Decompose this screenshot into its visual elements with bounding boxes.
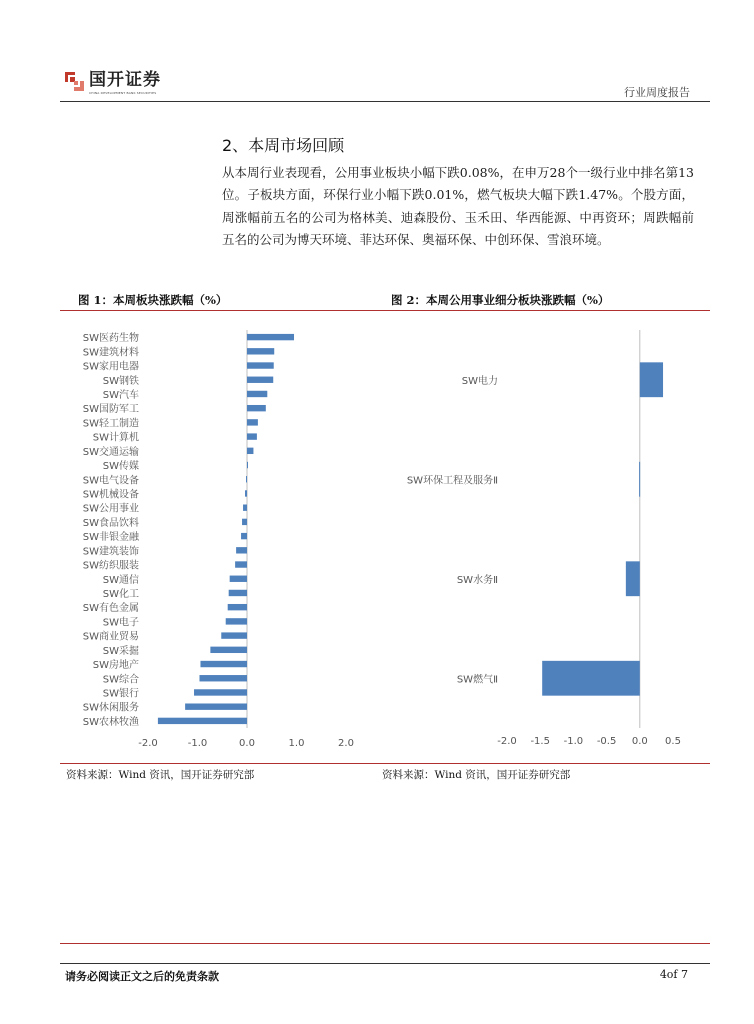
- bar-1-20: [226, 618, 247, 624]
- category-label: SW计算机: [92, 432, 139, 444]
- bar-1-23: [200, 661, 247, 667]
- report-type: 行业周度报告: [624, 86, 690, 99]
- bar-1-26: [185, 703, 247, 709]
- bar-2-1: [639, 462, 640, 497]
- section-title: 2、本周市场回顾: [222, 136, 345, 155]
- bar-1-7: [247, 433, 257, 439]
- category-label: SW化工: [102, 588, 139, 600]
- section-paragraph: 从本周行业表现看，公用事业板块小幅下跌0.08%，在申万28个一级行业中排名第13位。子板块方面，环保行业小幅下跌0.01%，燃气板块大幅下跌1.47%。个股方面，周涨幅前五名的公司为格林美、迪森股份、玉禾田、华西能源、中再资环；周跌幅前五名的公司为博天环境、菲达环保、奥福环保、中创环保、雪浪环境。: [222, 165, 694, 248]
- chart2-utilities-subsector-change: [380, 318, 700, 758]
- bar-1-14: [241, 533, 247, 539]
- bar-1-6: [247, 419, 258, 425]
- figure-top-divider: [60, 310, 710, 311]
- bar-1-25: [194, 689, 247, 695]
- bar-1-24: [199, 675, 247, 681]
- category-label: SW建筑装饰: [82, 546, 139, 558]
- footer-divider: [60, 963, 710, 964]
- x-tick-label: -1.5: [530, 736, 550, 747]
- category-label: SW综合: [102, 674, 139, 686]
- bar-1-11: [245, 490, 247, 496]
- bar-2-2: [626, 561, 640, 596]
- category-label: SW环保工程及服务Ⅱ: [406, 475, 498, 487]
- x-tick-label: 0.0: [631, 736, 648, 747]
- x-tick-label: 0.0: [239, 738, 255, 749]
- category-label: SW食品饮料: [82, 517, 139, 529]
- bar-1-8: [247, 448, 253, 454]
- bar-1-17: [230, 576, 247, 582]
- category-label: SW电气设备: [82, 475, 139, 487]
- figure2-source: 资料来源：Wind 资讯，国开证券研究部: [382, 769, 571, 781]
- logo-subtitle: CHINA DEVELOPMENT BANK SECURITIES: [89, 91, 157, 95]
- bar-2-0: [640, 362, 663, 397]
- category-label: SW房地产: [92, 660, 139, 672]
- logo-mark-icon: [65, 72, 84, 91]
- category-label: SW汽车: [102, 389, 139, 401]
- category-label: SW公用事业: [82, 503, 139, 515]
- bar-1-2: [247, 362, 274, 368]
- category-label: SW交通运输: [82, 446, 139, 458]
- figure1-source: 资料来源：Wind 资讯，国开证券研究部: [66, 769, 255, 781]
- category-label: SW非银金融: [82, 532, 139, 544]
- figure-bottom-divider: [60, 763, 710, 764]
- category-label: SW轻工制造: [82, 418, 139, 430]
- category-label: SW休闲服务: [82, 702, 139, 714]
- bar-1-19: [228, 604, 247, 610]
- x-tick-label: -1.0: [563, 736, 584, 747]
- bar-1-3: [247, 377, 273, 383]
- bar-1-18: [229, 590, 247, 596]
- bar-1-15: [236, 547, 247, 553]
- category-label: SW国防军工: [82, 404, 139, 416]
- x-tick-label: -2.0: [497, 736, 517, 747]
- chart1-sector-change: [60, 318, 380, 758]
- header-divider: [60, 101, 710, 102]
- category-label: SW电子: [102, 617, 139, 629]
- bar-1-1: [247, 348, 274, 354]
- bar-1-13: [242, 519, 247, 525]
- bar-1-4: [247, 391, 267, 397]
- category-label: SW银行: [102, 688, 139, 700]
- bar-1-21: [221, 632, 247, 638]
- bar-1-22: [210, 647, 247, 653]
- category-label: SW水务Ⅱ: [456, 574, 498, 586]
- x-tick-label: -1.0: [187, 738, 208, 749]
- x-tick-label: -0.5: [596, 736, 617, 747]
- category-label: SW钢铁: [102, 375, 139, 387]
- footer-red-divider: [60, 943, 710, 944]
- category-label: SW有色金属: [82, 603, 139, 615]
- bar-2-3: [542, 661, 640, 696]
- bar-1-16: [235, 561, 247, 567]
- x-tick-label: -2.0: [138, 738, 158, 749]
- figure1-title: 图 1：本周板块涨跌幅（%）: [78, 293, 228, 307]
- x-tick-label: 1.0: [288, 738, 305, 749]
- category-label: SW燃气Ⅱ: [456, 674, 498, 686]
- disclaimer-link[interactable]: 请务必阅读正文之后的免责条款: [65, 970, 219, 983]
- category-label: SW纺织服装: [82, 560, 139, 572]
- category-label: SW商业贸易: [82, 631, 139, 643]
- x-tick-label: 0.5: [665, 736, 681, 747]
- category-label: SW通信: [102, 574, 139, 586]
- bar-1-12: [243, 504, 247, 510]
- bar-1-0: [247, 334, 294, 340]
- bar-1-27: [158, 718, 247, 724]
- category-label: SW农林牧渔: [82, 716, 139, 728]
- category-label: SW电力: [461, 375, 498, 387]
- page-number: 4of 7: [659, 968, 688, 981]
- category-label: SW家用电器: [82, 361, 139, 373]
- category-label: SW传媒: [102, 461, 139, 473]
- bar-1-10: [246, 476, 247, 482]
- bar-1-5: [247, 405, 266, 411]
- category-label: SW机械设备: [82, 489, 139, 501]
- bar-1-9: [247, 462, 248, 468]
- category-label: SW建筑材料: [82, 347, 139, 359]
- category-label: SW医药生物: [82, 333, 139, 345]
- figure2-title: 图 2：本周公用事业细分板块涨跌幅（%）: [391, 293, 610, 307]
- x-tick-label: 2.0: [338, 738, 354, 749]
- logo-text: 国开证券: [89, 70, 161, 90]
- category-label: SW采掘: [102, 645, 139, 657]
